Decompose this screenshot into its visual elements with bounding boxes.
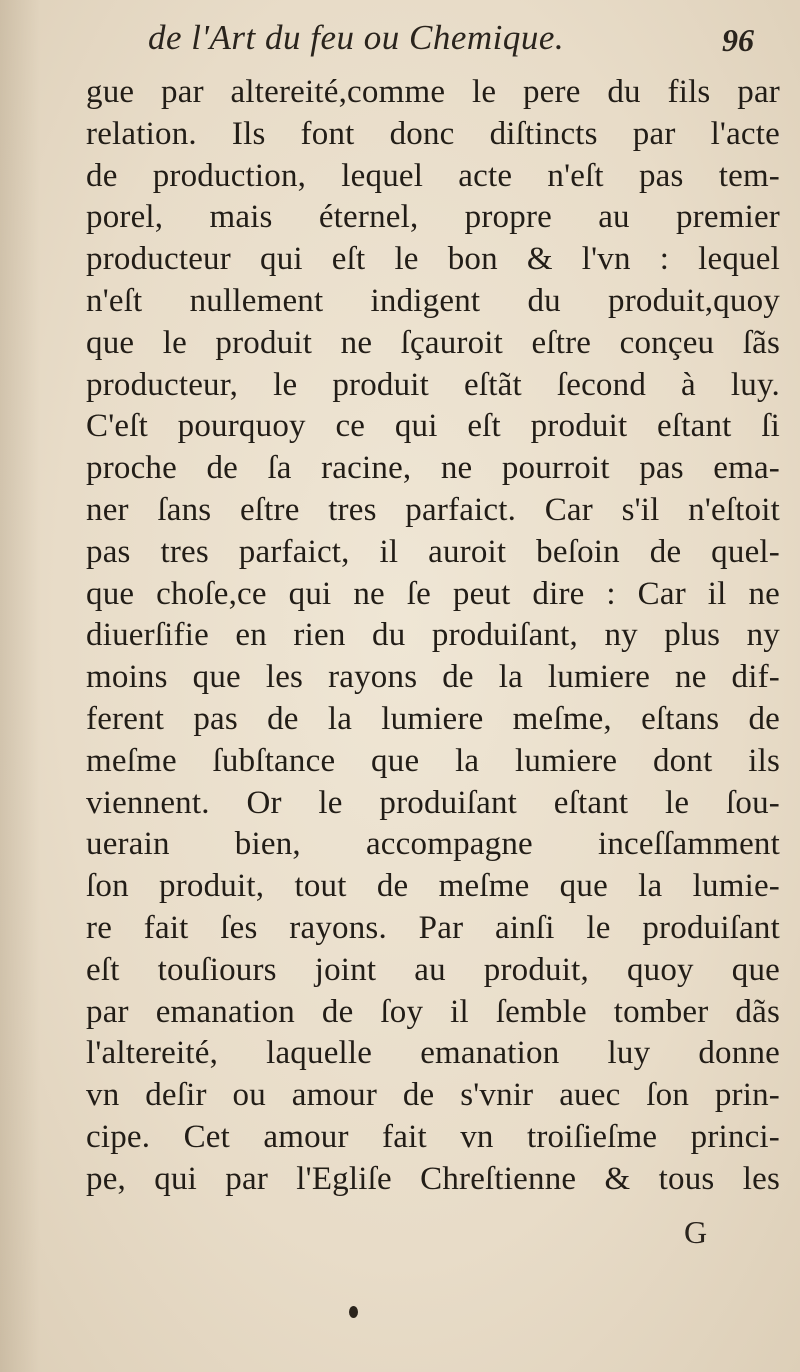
- text-line: viennent. Or le produiſant eſtant le ſou-: [86, 784, 780, 821]
- ink-spot: [349, 1306, 358, 1318]
- text-line: moins que les rayons de la lumiere ne dif-: [86, 659, 780, 696]
- text-line: vn deſir ou amour de s'vnir auec ſon prin-: [86, 1077, 780, 1114]
- text-line: diuerſifie en rien du produiſant, ny plus ny: [86, 617, 780, 654]
- text-line: ner ſans eſtre tres parfaict. Car s'il n'eſtoit: [86, 491, 780, 528]
- signature-mark: G: [684, 1214, 708, 1250]
- text-line: producteur, le produit eſtãt ſecond à luy.: [86, 366, 780, 403]
- text-line: que choſe,ce qui ne ſe peut dire : Car il ne: [86, 575, 780, 612]
- text-line: pas tres parfaict, il auroit beſoin de quel-: [86, 533, 780, 570]
- text-body: [86, 72, 780, 1201]
- text-line: que le produit ne ſçauroit eſtre conçeu ſãs: [86, 324, 780, 361]
- text-line: relation. Ils font donc diſtincts par l'acte: [86, 115, 780, 152]
- text-line: ſon produit, tout de meſme que la lumie-: [86, 868, 780, 905]
- text-line: gue par altereité,comme le pere du fils par: [86, 74, 780, 110]
- text-line: par emanation de ſoy il ſemble tomber dãs: [86, 993, 780, 1030]
- text-line: cipe. Cet amour fait vn troiſieſme princi-: [86, 1118, 780, 1155]
- running-head: [0, 12, 800, 62]
- text-line: l'altereité, laquelle emanation luy donne: [86, 1035, 780, 1072]
- text-line: C'eſt pourquoy ce qui eſt produit eſtant ſi: [86, 408, 780, 445]
- text-line: ferent pas de la lumiere meſme, eſtans de: [86, 700, 780, 737]
- text-line: porel, mais éternel, propre au premier: [86, 199, 780, 236]
- page-number: 96: [722, 22, 754, 58]
- text-line: eſt touſiours joint au produit, quoy que: [86, 951, 780, 988]
- text-line: producteur qui eſt le bon & l'vn : lequel: [86, 241, 780, 278]
- running-title: de l'Art du feu ou Chemique.: [148, 18, 565, 57]
- text-line: pe, qui par l'Egliſe Chreſtienne & tous les: [86, 1160, 780, 1197]
- text-line: uerain bien, accompagne inceſſamment: [86, 826, 780, 863]
- text-line: re fait ſes rayons. Par ainſi le produiſant: [86, 909, 780, 946]
- text-line: n'eſt nullement indigent du produit,quoy: [86, 282, 780, 319]
- text-line: proche de ſa racine, ne pourroit pas ema-: [86, 450, 780, 487]
- text-line: meſme ſubſtance que la lumiere dont ils: [86, 742, 780, 779]
- text-line: de production, lequel acte n'eſt pas tem-: [86, 157, 780, 194]
